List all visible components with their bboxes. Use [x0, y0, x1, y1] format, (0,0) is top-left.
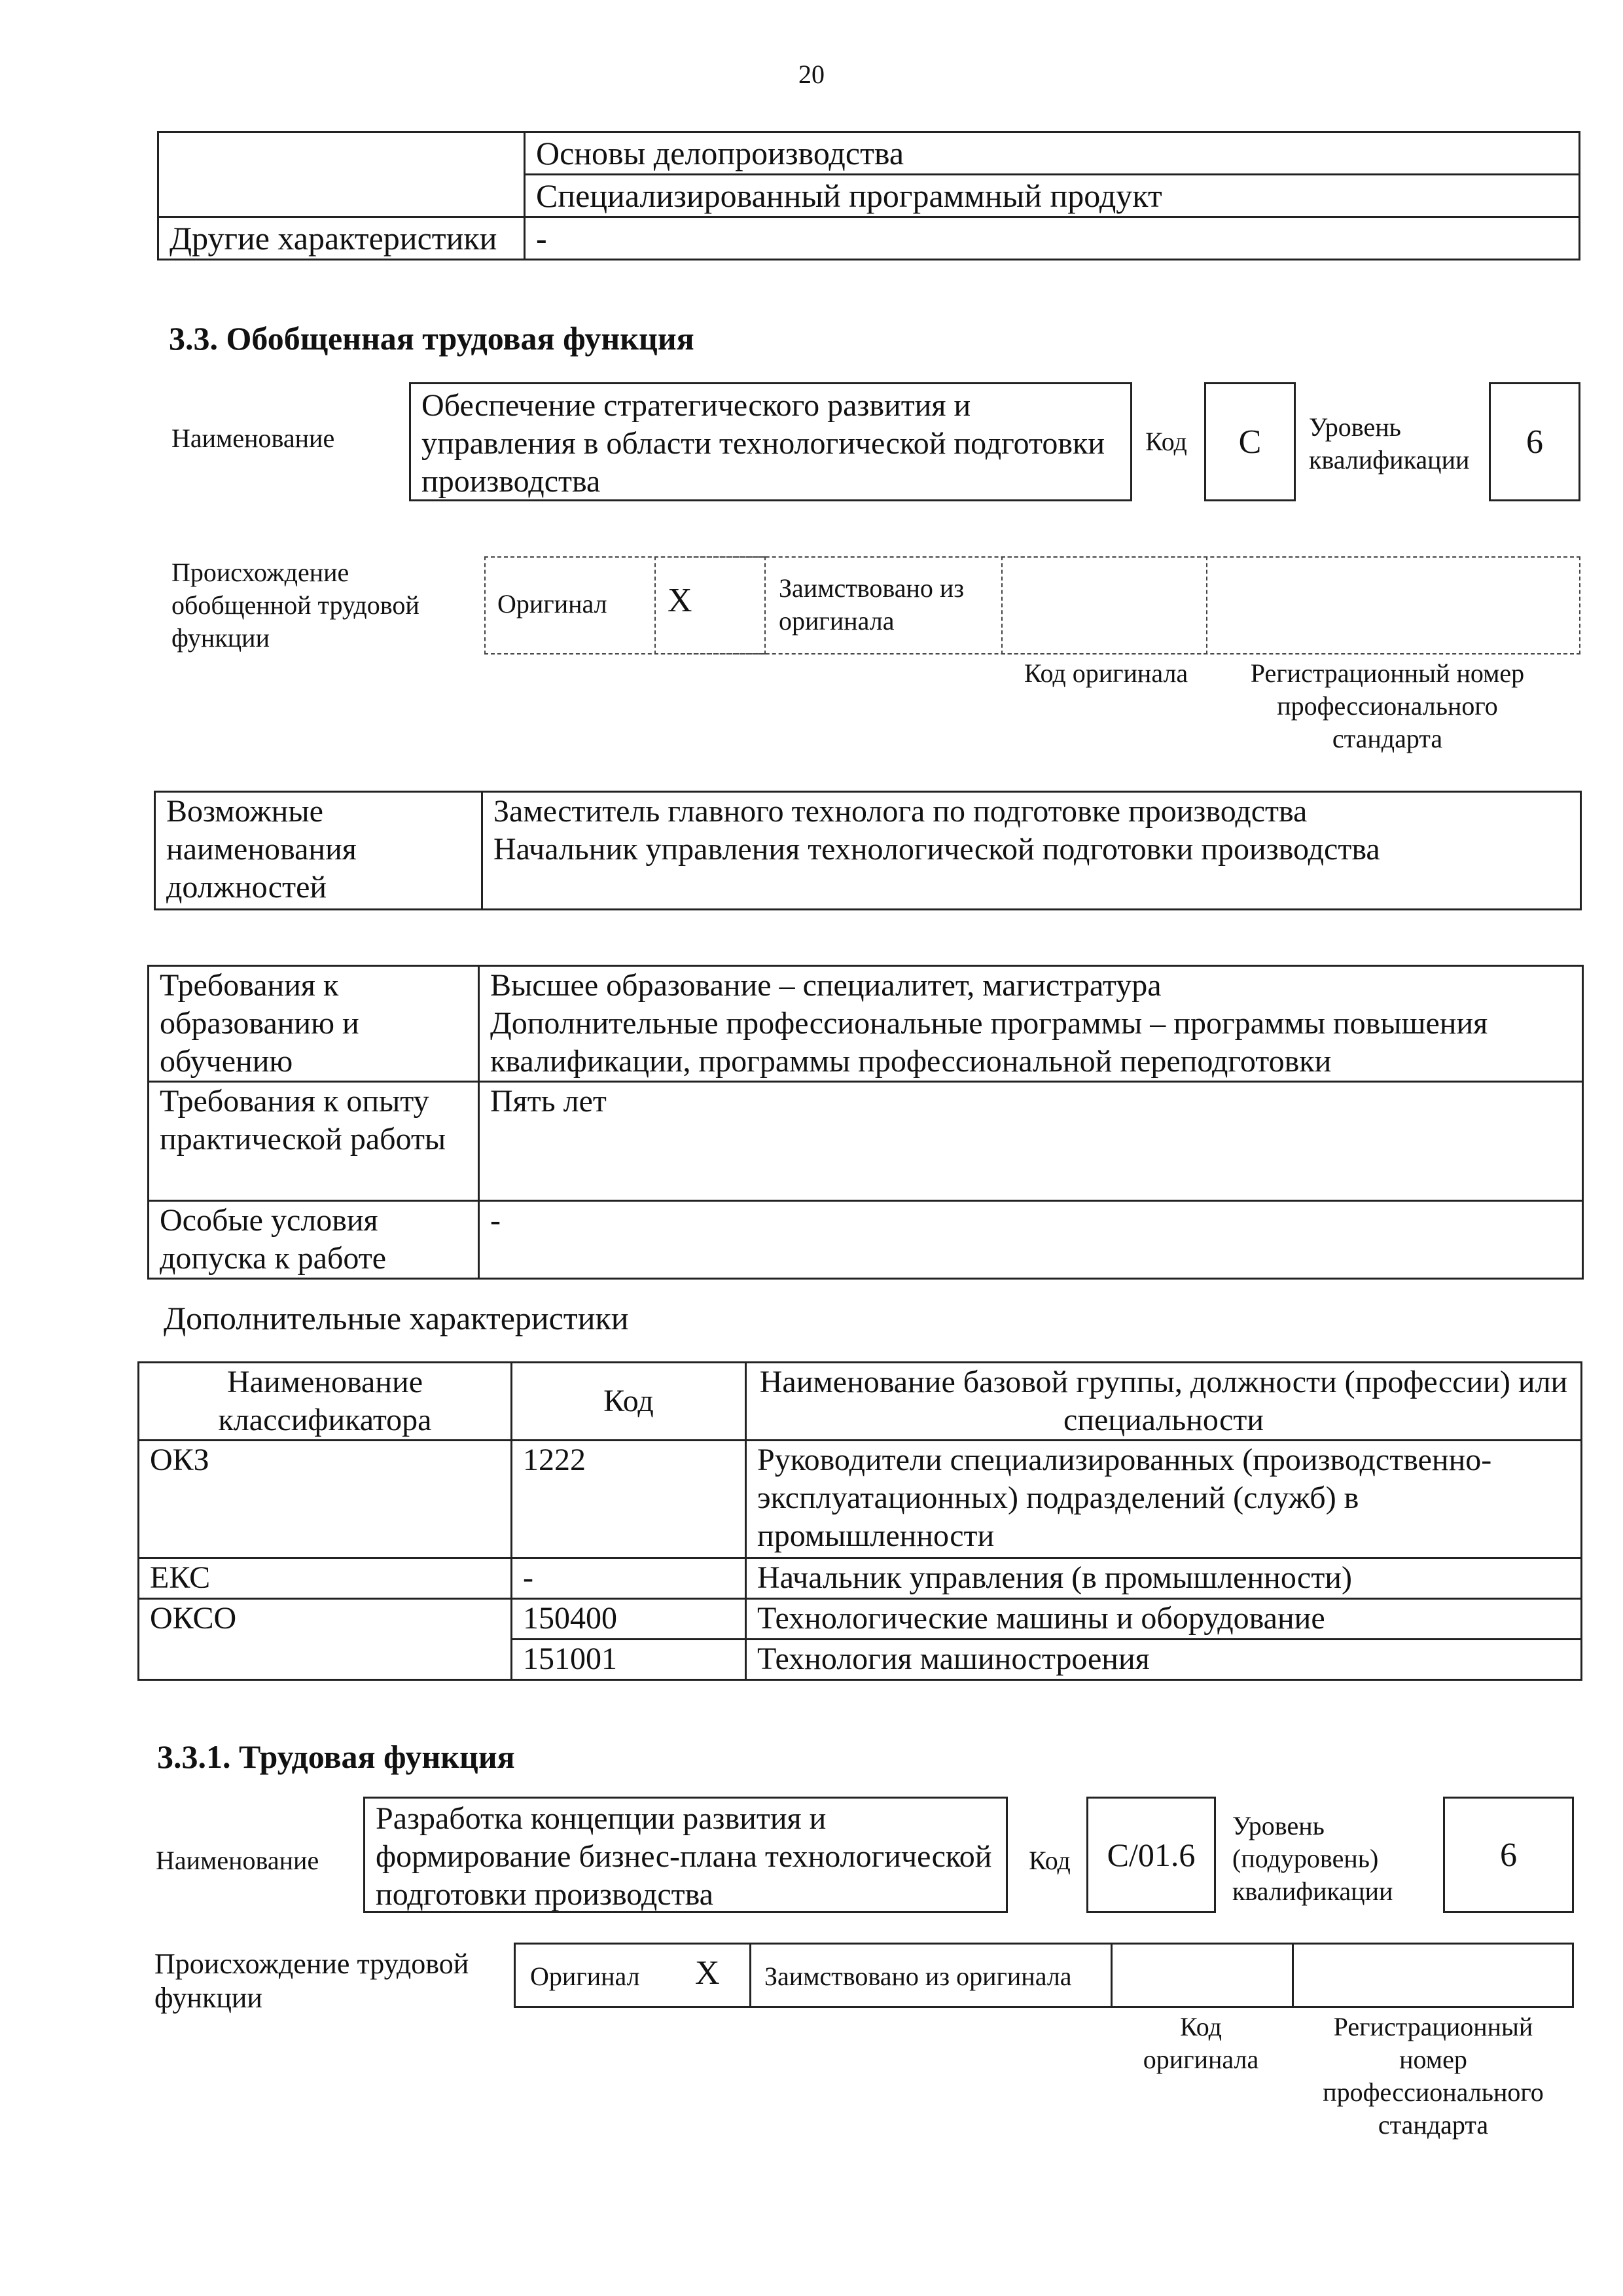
original-label: Оригинал — [497, 589, 607, 619]
position-item: Заместитель главного технолога по подготовке производства — [493, 794, 1308, 829]
reg-number-caption: Регистрационный номер профессионального стандарта — [1323, 2012, 1544, 2140]
original-mark: X — [668, 582, 692, 619]
table-cell: - — [479, 1201, 1583, 1279]
borrowed-label: Заимствовано из оригинала — [764, 1962, 1072, 1991]
table-row — [158, 132, 1580, 175]
table-row — [149, 966, 1583, 1082]
table-cell — [158, 132, 525, 217]
table-cell: ЕКС — [139, 1558, 512, 1599]
table-cell: Технология машиностроения — [746, 1640, 1582, 1680]
origin-cell — [1001, 556, 1207, 655]
code-label: Код — [1145, 427, 1187, 456]
table-cell: Пять лет — [479, 1082, 1583, 1201]
origin-label: Происхождение обобщенной трудовой функции — [171, 558, 419, 653]
position-item: Начальник управления технологической подготовки производства — [493, 832, 1380, 867]
section-heading-3-3: 3.3. Обобщенная трудовая функция — [169, 320, 694, 357]
top-table — [157, 131, 1580, 260]
level-value-box — [1489, 382, 1580, 501]
table-cell: Начальник управления (в промышленности) — [746, 1558, 1582, 1599]
table-row — [149, 1201, 1583, 1279]
table-row — [139, 1441, 1582, 1558]
positions-table — [154, 791, 1582, 910]
table-cell: Требования к образованию и обучению — [149, 966, 479, 1082]
table-row — [149, 1082, 1583, 1201]
table-cell — [482, 792, 1581, 910]
extra-table — [137, 1361, 1582, 1681]
table-row — [158, 217, 1580, 260]
code-value-box — [1204, 382, 1296, 501]
reg-number-caption: Регистрационный номер профессионального стандарта — [1250, 658, 1525, 753]
table-cell: Специализированный программный продукт — [525, 175, 1580, 217]
table-cell: 150400 — [512, 1599, 746, 1640]
table-cell: ОКСО — [139, 1599, 512, 1680]
table-cell — [479, 966, 1583, 1082]
page-number: 20 — [798, 60, 825, 89]
table-header: Наименование классификатора — [139, 1363, 512, 1441]
extra-title: Дополнительные характеристики — [164, 1300, 629, 1336]
code-value: C — [1238, 423, 1262, 461]
borrowed-label: Заимствовано из оригинала — [779, 573, 965, 636]
table-row — [139, 1363, 1582, 1441]
section-heading-3-3-1: 3.3.1. Трудовая функция — [157, 1738, 515, 1775]
table-cell: Требования к опыту практической работы — [149, 1082, 479, 1201]
table-cell: Особые условия допуска к работе — [149, 1201, 479, 1279]
level-label: Уровень квалификации — [1309, 412, 1470, 475]
function-name-box — [409, 382, 1132, 501]
name-label: Наименование — [156, 1846, 319, 1875]
table-header: Наименование базовой группы, должности (профессии) или специальности — [746, 1363, 1582, 1441]
code-label: Код — [1029, 1846, 1071, 1875]
table-cell: ОКЗ — [139, 1441, 512, 1558]
code-value: C/01.6 — [1107, 1837, 1196, 1873]
origin-label: Происхождение трудовой функции — [154, 1948, 469, 2014]
level-value-box — [1443, 1797, 1574, 1913]
table-cell: 1222 — [512, 1441, 746, 1558]
code-value-box — [1086, 1797, 1216, 1913]
requirement-line: Дополнительные профессиональные программы – программы повышения квалификации, программы профессиональной переподготовки — [490, 1006, 1488, 1079]
table-cell: Другие характеристики — [158, 217, 525, 260]
table-row — [139, 1558, 1582, 1599]
table-cell: Технологические машины и оборудование — [746, 1599, 1582, 1640]
original-label: Оригинал — [530, 1962, 640, 1991]
table-row — [155, 792, 1581, 910]
function-name-text: Разработка концепции развития и формирование бизнес-плана технологической подготовки производства — [376, 1801, 992, 1912]
requirement-line: Высшее образование – специалитет, магистратура — [490, 968, 1162, 1003]
level-value: 6 — [1526, 423, 1543, 461]
function-name-box — [363, 1797, 1008, 1913]
table-cell: - — [512, 1558, 746, 1599]
table-header: Код — [512, 1363, 746, 1441]
level-label: Уровень (подуровень) квалификации — [1232, 1811, 1393, 1906]
table-cell: - — [525, 217, 1580, 260]
original-mark: X — [695, 1954, 720, 1992]
level-value: 6 — [1500, 1836, 1517, 1874]
table-cell: 151001 — [512, 1640, 746, 1680]
origin-cell — [1111, 1943, 1294, 2008]
table-row — [139, 1599, 1582, 1640]
code-original-caption: Код оригинала — [1143, 2012, 1259, 2074]
function-name-text: Обеспечение стратегического развития и управления в области технологической подготовки производства — [421, 388, 1105, 499]
requirements-table — [147, 965, 1584, 1280]
table-cell: Руководители специализированных (производственно-эксплуатационных) подразделений (служб) в промышленности — [746, 1441, 1582, 1558]
table-cell: Основы делопроизводства — [525, 132, 1580, 175]
name-label: Наименование — [171, 423, 335, 453]
code-original-caption: Код оригинала — [1024, 658, 1188, 688]
table-cell: Возможные наименования должностей — [155, 792, 482, 910]
